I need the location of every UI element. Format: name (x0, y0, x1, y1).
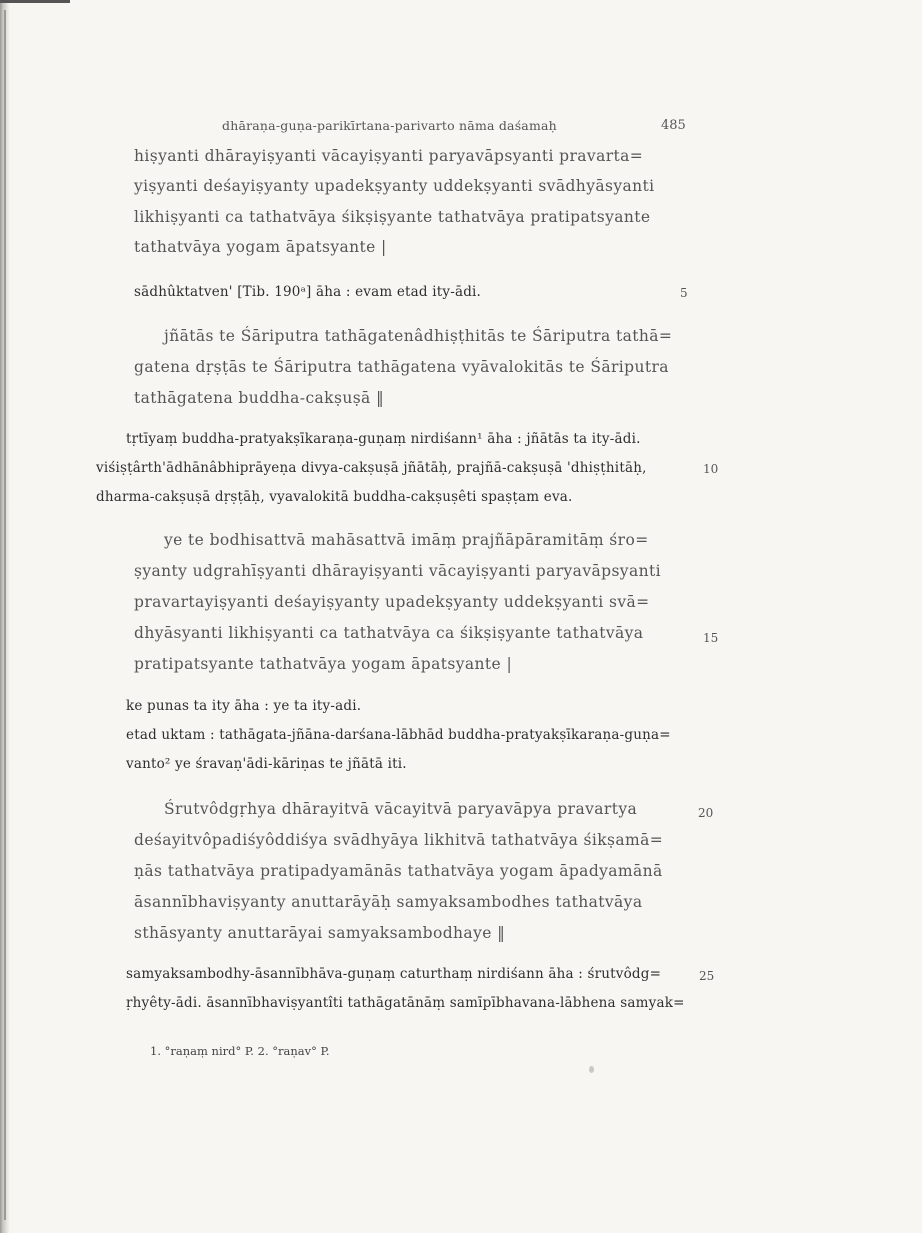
sutra-line: deśayitvôpadiśyôddiśya svādhyāya likhitvā tathatvāya śikṣamā= (134, 831, 664, 849)
commentary-line: ṛhyêty-ādi. āsannībhaviṣyantîti tathāgatānāṃ samīpībhavana-lābhena samyak= (126, 995, 685, 1011)
scan-binding-mark (4, 10, 6, 1220)
scan-speck (589, 1066, 594, 1073)
sutra-line: hiṣyanti dhārayiṣyanti vācayiṣyanti paryavāpsyanti pravarta= (134, 147, 644, 165)
line-number: 5 (680, 286, 688, 300)
commentary-line: vanto² ye śravaṇ'ādi-kāriṇas te jñātā iti. (126, 756, 407, 772)
sutra-line: dhyāsyanti likhiṣyanti ca tathatvāya ca śikṣiṣyante tathatvāya (134, 624, 644, 642)
commentary-line: sādhûktatven' [Tib. 190ᵃ] āha : evam etad ity-ādi. (134, 284, 482, 300)
commentary-line: tṛtīyaṃ buddha-pratyakṣīkaraṇa-guṇaṃ nirdiśann¹ āha : jñātās ta ity-ādi. (126, 431, 641, 447)
sutra-line: Śrutvôdgṛhya dhārayitvā vācayitvā paryavāpya pravartya (164, 800, 638, 818)
sutra-line: āsannībhaviṣyanty anuttarāyāḥ samyaksambodhes tathatvāya (134, 893, 643, 911)
sutra-line: jñātās te Śāriputra tathāgatenâdhiṣṭhitās te Śāriputra tathā= (164, 327, 673, 345)
line-number: 25 (699, 969, 715, 983)
sutra-line: tathāgatena buddha-cakṣuṣā ‖ (134, 389, 385, 407)
line-number: 10 (703, 462, 719, 476)
scan-edge-top (0, 0, 70, 11)
line-number: 15 (703, 631, 719, 645)
commentary-line: dharma-cakṣuṣā dṛṣṭāḥ, vyavalokitā buddha-cakṣuṣêti spaṣṭam eva. (96, 489, 573, 505)
sutra-line: ṣyanty udgrahīṣyanti dhārayiṣyanti vācayiṣyanti paryavāpsyanti (134, 562, 661, 580)
sutra-line: pravartayiṣyanti deśayiṣyanty upadekṣyanty uddekṣyanti svā= (134, 593, 650, 611)
sutra-line: tathatvāya yogam āpatsyante | (134, 238, 387, 256)
sutra-line: sthāsyanty anuttarāyai samyaksambodhaye ‖ (134, 924, 506, 942)
commentary-line: etad uktam : tathāgata-jñāna-darśana-lābhād buddha-pratyakṣīkaraṇa-guṇa= (126, 727, 671, 743)
commentary-line: ke punas ta ity āha : ye ta ity-adi. (126, 698, 362, 714)
footnotes: 1. °raṇaṃ nird° P. 2. °raṇav° P. (150, 1044, 330, 1058)
line-number: 20 (698, 806, 714, 820)
sutra-line: ye te bodhisattvā mahāsattvā imāṃ prajñāpāramitāṃ śro= (164, 531, 649, 549)
running-title: dhāraṇa-guṇa-parikīrtana-parivarto nāma daśamaḥ (222, 118, 557, 133)
sutra-line: yiṣyanti deśayiṣyanty upadekṣyanty uddekṣyanti svādhyāsyanti (134, 177, 655, 195)
commentary-line: samyaksambodhy-āsannībhāva-guṇaṃ caturthaṃ nirdiśann āha : śrutvôdg= (126, 966, 662, 982)
page-number: 485 (661, 118, 686, 133)
commentary-line: viśiṣṭârth'ādhānâbhiprāyeṇa divya-cakṣuṣā jñātāḥ, prajñā-cakṣuṣā 'dhiṣṭhitāḥ, (96, 460, 647, 476)
sutra-line: likhiṣyanti ca tathatvāya śikṣiṣyante tathatvāya pratipatsyante (134, 208, 651, 226)
sutra-line: ṇās tathatvāya pratipadyamānās tathatvāya yogam āpadyamānā (134, 862, 663, 880)
sutra-line: pratipatsyante tathatvāya yogam āpatsyante | (134, 655, 513, 673)
sutra-line: gatena dṛṣṭās te Śāriputra tathāgatena vyāvalokitās te Śāriputra (134, 358, 669, 376)
